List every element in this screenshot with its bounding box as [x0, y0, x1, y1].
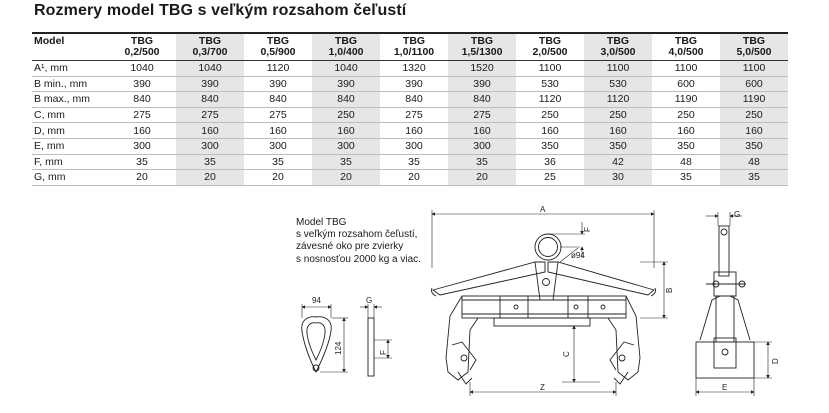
page-title: Rozmery model TBG s veľkým rozsahom čeľustí	[34, 2, 407, 19]
table-cell: 1100	[584, 61, 652, 77]
table-cell: 1190	[674, 93, 698, 106]
table-cell: 48	[720, 154, 788, 170]
table-cell: 1040	[176, 61, 244, 77]
table-cell: 250	[541, 109, 559, 122]
table-cell: 36	[544, 155, 556, 168]
table-cell: 390	[405, 77, 423, 90]
table-cell: 160	[312, 123, 380, 139]
table-cell: 20	[408, 171, 420, 184]
table-cell: 20	[312, 170, 380, 186]
table-cell: 160	[176, 123, 244, 139]
dim-c-label: C	[562, 351, 571, 357]
header-col: TBG 5,0/500	[720, 33, 788, 61]
header-col: TBG 4,0/500	[668, 35, 704, 58]
table-cell: 350	[720, 138, 788, 154]
table-cell: 300	[176, 138, 244, 154]
table-cell: 300	[312, 138, 380, 154]
table-cell: 250	[677, 109, 695, 122]
dim-d-label: D	[771, 358, 780, 364]
table-cell: 350	[541, 140, 559, 153]
table-cell: 35	[272, 155, 284, 168]
table-cell: 840	[405, 93, 423, 106]
table-cell: 300	[133, 140, 151, 153]
table-cell: 35	[408, 155, 420, 168]
table-cell: 300	[448, 138, 516, 154]
table-cell: 840	[312, 92, 380, 108]
table-cell: 160	[269, 124, 287, 137]
table-cell: 1040	[312, 61, 380, 77]
header-col: TBG 1,5/1300	[448, 33, 516, 61]
table-cell: 390	[448, 76, 516, 92]
table-cell: 1040	[130, 62, 154, 75]
table-cell: 160	[405, 124, 423, 137]
header-col: TBG 0,5/900	[260, 35, 296, 58]
dim-z-label: Z	[540, 383, 545, 392]
table-cell: 840	[133, 93, 151, 106]
table-cell: 20	[448, 170, 516, 186]
table-cell: 300	[269, 140, 287, 153]
eye-detail-drawing	[302, 304, 392, 376]
table-cell: 390	[176, 76, 244, 92]
table-cell: 390	[312, 76, 380, 92]
table-cell: 160	[133, 124, 151, 137]
dim-94-label: 94	[312, 296, 321, 305]
header-col: TBG 3,0/500	[584, 33, 652, 61]
row-label: F, mm	[34, 155, 63, 168]
row-label: E, mm	[34, 140, 65, 153]
table-cell: 30	[584, 170, 652, 186]
dim-f-label-small: F	[379, 350, 388, 355]
table-cell: 160	[677, 124, 695, 137]
dim-phi94-label: ø94	[571, 251, 585, 260]
table-cell: 840	[269, 93, 287, 106]
row-label: D, mm	[34, 124, 65, 137]
table-cell: 530	[541, 77, 559, 90]
clamp-front-view	[432, 210, 669, 396]
dim-a-label: A	[540, 205, 546, 214]
table-cell: 35	[448, 154, 516, 170]
table-cell: 20	[272, 171, 284, 184]
header-model: Model	[34, 35, 65, 47]
table-cell: 160	[448, 123, 516, 139]
table-cell: 1120	[584, 92, 652, 108]
row-label: C, mm	[34, 109, 65, 122]
table-cell: 275	[269, 109, 287, 122]
row-label: B min., mm	[34, 77, 88, 90]
dim-124-label: 124	[334, 341, 343, 355]
table-cell: 35	[680, 171, 692, 184]
table-cell: 275	[448, 107, 516, 123]
table-cell: 1100	[538, 62, 562, 75]
table-cell: 1320	[402, 62, 426, 75]
table-cell: 250	[584, 107, 652, 123]
table-cell: 390	[269, 77, 287, 90]
row-label: B max., mm	[34, 93, 91, 106]
header-col: TBG 0,2/500	[124, 35, 160, 58]
table-cell: 390	[133, 77, 151, 90]
table-cell: 840	[448, 92, 516, 108]
dim-g-label: G	[734, 210, 741, 219]
table-cell: 35	[312, 154, 380, 170]
header-col: TBG 1,0/1100	[393, 35, 435, 58]
table-cell: 275	[133, 109, 151, 122]
table-cell: 300	[405, 140, 423, 153]
table-cell: 160	[584, 123, 652, 139]
dim-g-label-small: G	[366, 296, 373, 305]
table-cell: 275	[176, 107, 244, 123]
table-cell: 1520	[448, 61, 516, 77]
header-col: TBG 2,0/500	[532, 35, 568, 58]
table-cell: 1190	[720, 92, 788, 108]
table-cell: 160	[720, 123, 788, 139]
table-cell: 20	[136, 171, 148, 184]
table-cell: 160	[541, 124, 559, 137]
table-cell: 1120	[266, 62, 290, 75]
table-cell: 350	[584, 138, 652, 154]
table-cell: 600	[720, 76, 788, 92]
table-cell: 530	[584, 76, 652, 92]
table-cell: 840	[176, 92, 244, 108]
table-cell: 42	[584, 154, 652, 170]
table-cell: 1120	[538, 93, 562, 106]
table-cell: 35	[720, 170, 788, 186]
table-cell: 600	[677, 77, 695, 90]
table-cell: 250	[720, 107, 788, 123]
table-cell: 35	[176, 154, 244, 170]
table-cell: 48	[680, 155, 692, 168]
dim-b-label: B	[665, 287, 674, 293]
header-col: TBG 1,0/400	[312, 33, 380, 61]
table-cell: 275	[405, 109, 423, 122]
drawing-caption: Model TBG s veľkým rozsahom čeľustí, závesné oko pre zvierky s nosnosťou 2000 kg a viac.	[296, 217, 421, 265]
table-cell: 35	[136, 155, 148, 168]
table-cell: 20	[176, 170, 244, 186]
table-cell: 350	[677, 140, 695, 153]
dim-f-label: F	[583, 227, 592, 232]
clamp-side-view	[696, 212, 772, 396]
header-col: TBG 0,3/700	[176, 33, 244, 61]
row-label: G, mm	[34, 171, 66, 184]
table-cell: 1100	[720, 61, 788, 77]
row-label: A¹, mm	[34, 62, 68, 75]
table-cell: 1100	[674, 62, 698, 75]
table-cell: 250	[312, 107, 380, 123]
table-cell: 25	[544, 171, 556, 184]
dim-e-label: E	[722, 383, 728, 392]
